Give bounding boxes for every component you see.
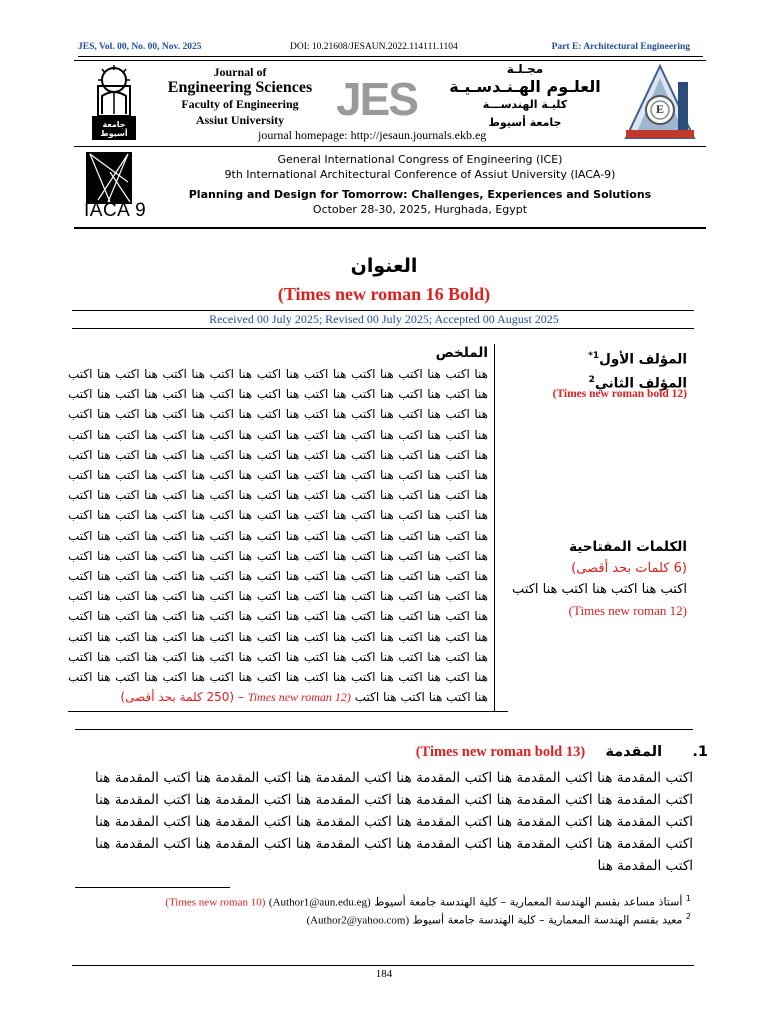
section-1-heading bbox=[380, 744, 708, 761]
congress-date: October 28-30, 2025, Hurghada, Egypt bbox=[312, 203, 528, 216]
section-number: 1. bbox=[692, 744, 708, 760]
congress-line1: General International Congress of Engineering (ICE) bbox=[277, 153, 563, 166]
masthead-bottom-rule bbox=[74, 146, 706, 147]
footnote-1-email: (Author1@aun.edu.eg) bbox=[268, 896, 371, 909]
iaca-logo bbox=[86, 152, 132, 204]
author-1-mark: 1* bbox=[588, 351, 600, 361]
journal-ar-line2: العلـوم الهـنـدسـيـة bbox=[449, 77, 601, 96]
footnote-2-text: معيد بقسم الهندسة المعمارية – كلية الهندسة جامعة أسيوط bbox=[412, 913, 683, 927]
footnote-1 bbox=[75, 892, 691, 910]
keywords-heading: الكلمات المفتاحية bbox=[569, 539, 687, 555]
abstract-text: هنا اكتب هنا اكتب هنا اكتب هنا اكتب هنا اكتب هنا اكتب هنا اكتب هنا اكتب هنا اكتب هنا اكتب هنا اكتب هنا اكتب هنا اكتب هنا اكتب هنا اكتب هنا اكتب هنا اكتب هنا اكتب هنا اكتب هنا اكتب هنا اكتب هنا اكتب هنا اكتب هنا اكتب هنا اكتب هنا اكتب هنا اكتب هنا اكتب هنا اكتب هنا اكتب هنا اكتب هنا اكتب هنا اكتب هنا اكتب هنا اكتب هنا اكتب هنا اكتب هنا اكتب هنا اكتب هنا اكتب هنا اكتب هنا اكتب هنا اكتب هنا اكتب هنا اكتب هنا اكتب هنا اكتب هنا اكتب هنا اكتب هنا اكتب هنا اكتب هنا اكتب هنا اكتب هنا اكتب هنا اكتب هنا اكتب هنا اكتب هنا اكتب هنا اكتب هنا اكتب هنا اكتب هنا اكتب هنا اكتب هنا اكتب هنا اكتب هنا اكتب هنا اكتب هنا اكتب هنا اكتب هنا اكتب هنا اكتب هنا اكتب هنا اكتب هنا اكتب هنا اكتب هنا اكتب هنا اكتب هنا اكتب هنا اكتب هنا اكتب هنا اكتب هنا اكتب هنا اكتب هنا اكتب هنا اكتب هنا اكتب هنا اكتب هنا اكتب هنا اكتب هنا اكتب هنا اكتب هنا اكتب هنا اكتب هنا اكتب هنا اكتب هنا اكتب هنا اكتب هنا اكتب هنا اكتب هنا اكتب هنا اكتب هنا اكتب هنا اكتب هنا اكتب هنا اكتب هنا اكتب هنا اكتب هنا اكتب هنا اكتب هنا اكتب هنا اكتب هنا اكتب هنا اكتب هنا اكتب هنا اكتب هنا اكتب هنا اكتب هنا اكتب هنا اكتب هنا اكتب هنا اكتب هنا اكتب هنا اكتب هنا اكتب هنا اكتب هنا اكتب هنا اكتب هنا اكتب هنا اكتب هنا اكتب هنا اكتب هنا اكتب هنا اكتب هنا اكتب هنا اكتب هنا اكتب هنا اكتب هنا اكتب هنا اكتب هنا اكتب هنا اكتب هنا اكتب هنا اكتب هنا اكتب هنا اكتب هنا اكتب هنا اكتب bbox=[68, 367, 488, 705]
faculty-logo bbox=[624, 64, 696, 142]
jes-logo: JES bbox=[336, 73, 417, 125]
journal-of: Journal of bbox=[213, 65, 267, 79]
abstract-font-note: (Times new roman 12 bbox=[247, 690, 351, 705]
abstract-block bbox=[68, 344, 488, 707]
section-font-note: (Times new roman bold 13) bbox=[415, 744, 586, 760]
footnote-1-mark: 1 bbox=[685, 894, 691, 903]
title-rule-bottom bbox=[72, 328, 694, 329]
journal-ar-line4: جامعة أسيوط bbox=[488, 116, 562, 129]
header-rule bbox=[78, 56, 703, 57]
authors-block bbox=[505, 346, 687, 393]
footnote-2 bbox=[75, 910, 691, 928]
journal-ar-line1: مجـلـة bbox=[506, 62, 544, 76]
author-1: المؤلف الأول$^{1*}$ bbox=[588, 351, 687, 368]
footnote-1-text: أستاذ مساعد بقسم الهندسة المعمارية – كلية الهندسة جامعة أسيوط bbox=[374, 895, 683, 909]
faculty-logo-letter: E bbox=[655, 102, 664, 116]
footnote-2-mark: 2 bbox=[685, 911, 691, 921]
part-label: Part E: Architectural Engineering bbox=[551, 42, 690, 52]
running-header bbox=[78, 42, 690, 56]
journal-homepage: journal homepage: http://jesaun.journals.ekb.eg bbox=[258, 128, 487, 142]
journal-volume: JES, Vol. 00, No. 00, Nov. 2025 bbox=[78, 42, 202, 52]
keywords-font-note: (Times new roman 12) bbox=[568, 603, 687, 618]
column-divider bbox=[494, 344, 495, 712]
congress-rule bbox=[74, 227, 706, 229]
journal-title-en bbox=[150, 64, 330, 128]
congress-line2: 9th International Architectural Conference of Assiut University (IACA-9) bbox=[224, 168, 616, 181]
page-number: 184 bbox=[375, 968, 393, 980]
author-font-note: (Times new roman bold 12) bbox=[552, 388, 687, 400]
footnote-font-note: (Times new roman 10) bbox=[165, 896, 266, 909]
abstract-heading: الملخص bbox=[435, 345, 488, 361]
section-rule bbox=[75, 729, 693, 730]
university-logo-text: جامعة أسيوط bbox=[100, 120, 128, 138]
keywords-block bbox=[500, 537, 687, 621]
congress-info bbox=[150, 152, 690, 217]
iaca-logo-text: IACA 9 bbox=[84, 200, 147, 221]
footer-rule bbox=[72, 965, 694, 966]
journal-name: Engineering Sciences bbox=[167, 79, 313, 96]
author-2-mark: 2 bbox=[588, 374, 595, 385]
footnotes bbox=[75, 892, 691, 927]
journal-title-ar bbox=[430, 60, 620, 132]
footnote-2-email: (Author2@yahoo.com) bbox=[306, 914, 410, 927]
author-2: المؤلف الثاني$^2$ bbox=[588, 374, 687, 391]
journal-ar-line3: كليـة الهندســـة bbox=[482, 98, 568, 111]
section-1-body: اكتب المقدمة هنا اكتب المقدمة هنا اكتب المقدمة هنا اكتب المقدمة هنا اكتب المقدمة هنا اكتب المقدمة هنا اكتب المقدمة هنا اكتب المقدمة هنا اكتب المقدمة هنا اكتب المقدمة هنا اكتب المقدمة هنا اكتب المقدمة هنا اكتب المقدمة هنا اكتب المقدمة هنا اكتب المقدمة هنا اكتب المقدمة هنا اكتب المقدمة هنا اكتب المقدمة هنا اكتب المقدمة هنا اكتب المقدمة هنا اكتب المقدمة هنا اكتب المقدمة هنا اكتب المقدمة هنا اكتب المقدمة هنا اكتب المقدمة هنا bbox=[95, 770, 693, 874]
faculty-name: Faculty of Engineering bbox=[181, 97, 299, 111]
university-name: Assiut University bbox=[195, 113, 285, 127]
paper-title: العنوان bbox=[350, 255, 418, 277]
title-rule-top bbox=[72, 310, 694, 311]
paper-dates: Received 00 July 2025; Revised 00 July 2025; Accepted 00 August 2025 bbox=[209, 312, 559, 326]
abstract-limit-note: – (250 كلمة بحد أقصى) bbox=[120, 690, 244, 705]
section-title: المقدمة bbox=[605, 744, 663, 760]
keywords-text: اكتب هنا اكتب هنا اكتب هنا اكتب bbox=[512, 582, 687, 597]
footnote-rule bbox=[75, 887, 230, 888]
title-font-note: (Times new roman 16 Bold) bbox=[277, 284, 491, 304]
university-logo bbox=[84, 64, 144, 142]
abstract-body bbox=[68, 364, 488, 707]
congress-theme: Planning and Design for Tomorrow: Challenges, Experiences and Solutions bbox=[188, 188, 652, 201]
doi: DOI: 10.21608/JESAUN.2022.114111.1104 bbox=[290, 42, 458, 52]
keywords-limit: (6 كلمات بحد أقصى) bbox=[571, 561, 687, 576]
abstract-bottom-rule bbox=[68, 711, 508, 712]
